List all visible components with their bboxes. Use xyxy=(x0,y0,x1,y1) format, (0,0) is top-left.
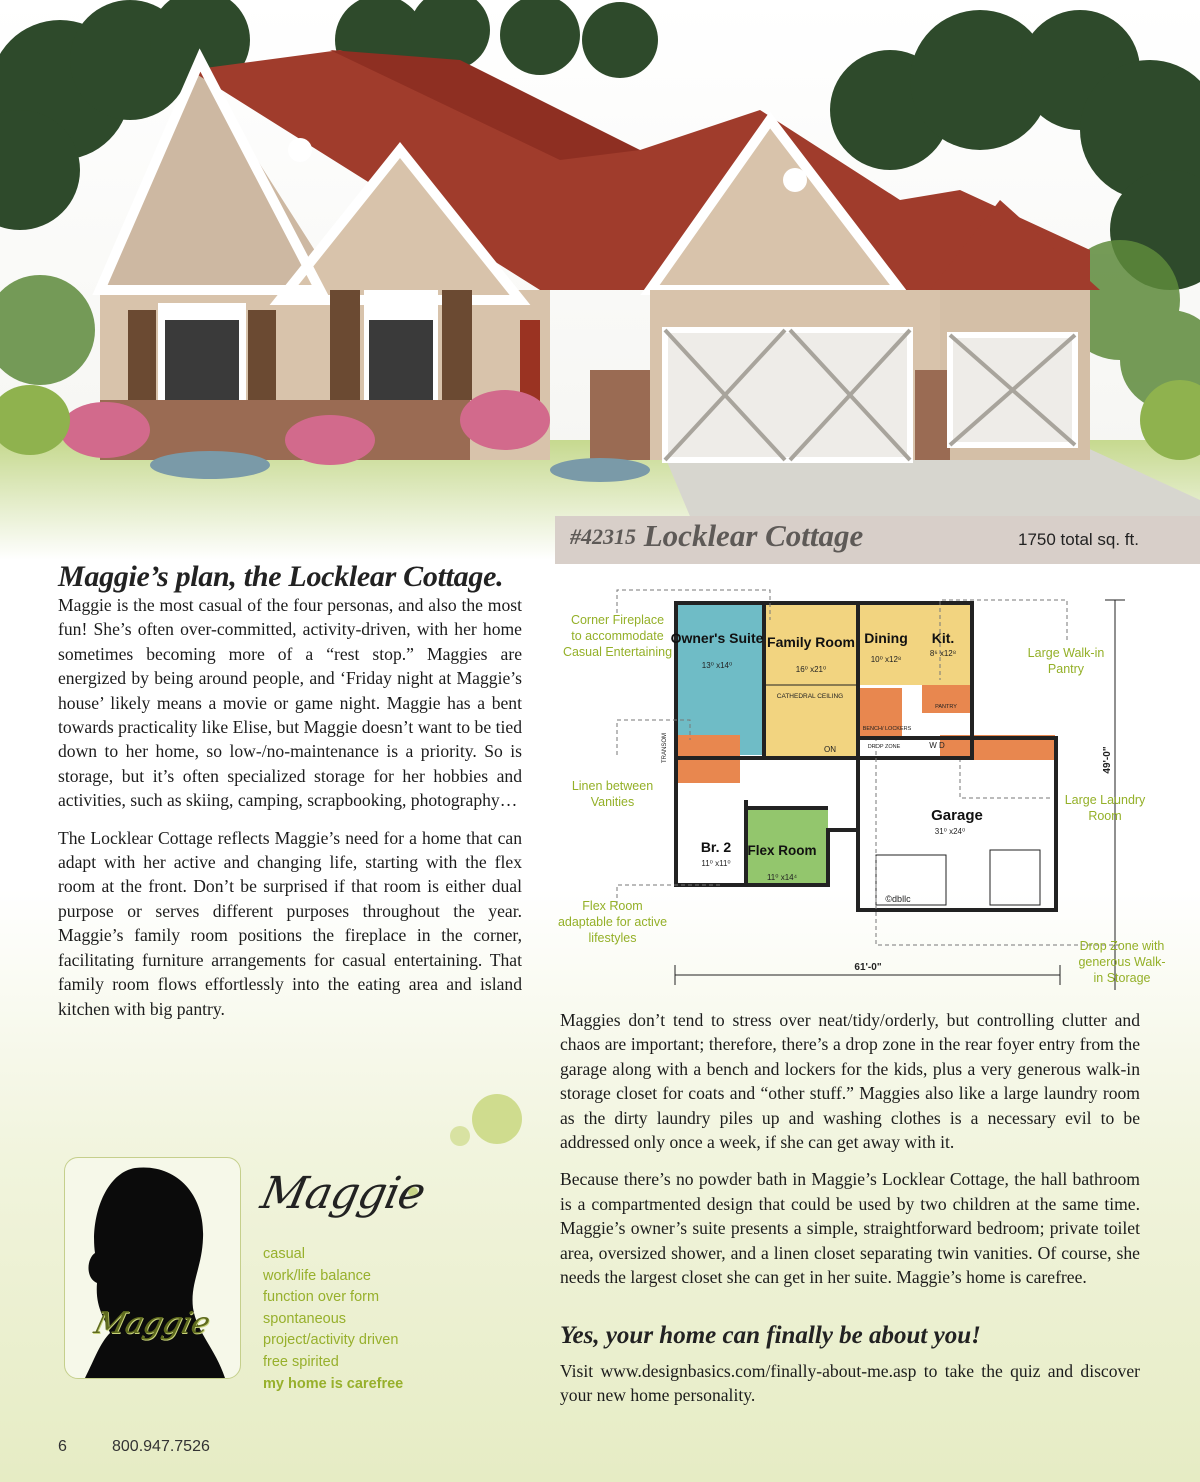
kitchen-dim: 8⁶ x12⁸ xyxy=(929,649,957,658)
callout-walk-in-pantry: Large Walk-in Pantry xyxy=(1027,646,1105,676)
persona-name: Maggie xyxy=(256,1168,430,1219)
family-room-label: Family Room xyxy=(767,634,855,650)
family-room-fill xyxy=(764,603,858,758)
left-paragraph-2: The Locklear Cottage reflects Maggie’s need for a home that can adapt with her active and changing life, starting with the flex room at the front. Don’t be surprised if that room is either dual purpose or serves different purposes throughout the year. Maggie’s family room positions the fireplace in the corner, facilitating furniture arrangements for casual entertaining. That family room flows effortlessly into the eating area and island kitchen with big pantry. xyxy=(58,827,522,1019)
right-paragraph-1: Maggies don’t tend to stress over neat/tidy/orderly, but controlling clutter and chaos are important; therefore, there’s a drop zone in the rear foyer entry from the garage along with a bench and lockers for the kids, plus a very generous walk-in storage closet for coats and “other stuff.” Maggies also like a large laundry room as the dirty laundry piles up and washing clothes is a necessary evil to be addressed only once a week, if she can get away with it. xyxy=(560,1010,1140,1153)
cathedral-label: CATHEDRAL CEILING xyxy=(776,693,844,700)
plan-title xyxy=(570,518,863,554)
callout-drop-zone: Drop Zone with generous Walk- in Storage xyxy=(1078,939,1166,985)
left-paragraph-1: Maggie is the most casual of the four personas, and also the most fun! She’s often over-committed, activity-driven, with her home sometimes becoming more of a “rest stop.” Maggies are energized by being around people, and ‘Friday night at Maggie’s house’ likely means a movie or game night. Maggie has a bent towards practicality like Elise, but Maggie doesn’t want to be tied down to her home, so low-/no-maintenance is a priority. So is storage, but it’s often specialized storage for her hobbies and activities, such as skiing, camping, scrapbooking, photography… xyxy=(58,595,522,811)
depth-dimension: 49'-0" xyxy=(1102,746,1113,774)
article-heading: Maggie’s plan, the Locklear Cottage. xyxy=(58,560,504,593)
washer-dryer-label: W D xyxy=(929,741,945,750)
flex-room-dim: 11⁰ x14⁴ xyxy=(766,873,798,882)
transom-label: TRANSOM xyxy=(662,733,668,763)
plan-square-footage: 1750 total sq. ft. xyxy=(1018,530,1139,549)
persona-badge-name: Maggie xyxy=(90,1306,214,1341)
garage-dim: 31⁰ x24⁰ xyxy=(934,827,966,836)
persona-silhouette xyxy=(65,1158,240,1378)
trait-item: spontaneous xyxy=(263,1310,347,1327)
plan-number: #42315 xyxy=(570,524,636,549)
width-dimension: 61'-0" xyxy=(854,962,882,973)
family-room-dim: 16⁰ x21⁰ xyxy=(795,665,827,674)
persona-card xyxy=(64,1157,241,1379)
trait-item: free spirited xyxy=(263,1353,339,1370)
trait-item: work/life balance xyxy=(263,1267,371,1284)
callout-corner-fireplace: Corner Fireplace to accommodate Casual Entertaining xyxy=(562,613,673,659)
persona-traits xyxy=(263,1244,403,1395)
plan-name: Locklear Cottage xyxy=(643,518,864,553)
page-number: 6 xyxy=(58,1438,67,1455)
trait-item: casual xyxy=(263,1246,305,1262)
callout-flex-room: Flex Room adaptable for active lifestyles xyxy=(557,899,668,945)
decor-dot-large xyxy=(472,1094,522,1144)
callout-linen-vanities: Linen between Vanities xyxy=(571,779,654,809)
decor-dot-small xyxy=(450,1126,470,1146)
trait-item: function over form xyxy=(263,1289,380,1306)
cta-heading: Yes, your home can finally be about you! xyxy=(560,1322,981,1349)
cta-text: Visit www.designbasics.com/finally-about-me.asp to take the quiz and discover your new home personality. xyxy=(560,1361,1140,1406)
flex-room-label: Flex Room xyxy=(747,843,817,858)
owners-suite-dim: 13⁰ x14⁰ xyxy=(701,661,733,670)
trait-item: project/activity driven xyxy=(263,1332,399,1349)
trait-item-highlight: my home is carefree xyxy=(263,1375,404,1392)
br2-dim: 11⁰ x11⁰ xyxy=(701,859,731,868)
phone-number: 800.947.7526 xyxy=(112,1438,210,1455)
br2-label: Br. 2 xyxy=(700,839,732,855)
kitchen-label: Kit. xyxy=(931,630,955,646)
stair-label: ON xyxy=(824,745,836,754)
right-paragraph-2: Because there’s no powder bath in Maggie’s Locklear Cottage, the hall bathroom is a compartmented design that could be used by two children at the same time. Maggie’s owner’s suite presents a simple, straightforward bedroom; private toilet area, oversized shower, and a linen closet separating twin vanities. Of course, she needs the largest closet she can get in her suite. Maggie’s home is carefree. xyxy=(560,1169,1140,1288)
bench-lockers-label: BENCH/ LOCKERS xyxy=(862,726,912,732)
garage-label: Garage xyxy=(931,807,983,824)
right-column xyxy=(560,1008,1140,1289)
copyright-label: ©dbllc xyxy=(885,894,911,904)
left-column xyxy=(58,593,522,1021)
drop-zone-label: DROP ZONE xyxy=(867,744,901,750)
dining-label: Dining xyxy=(864,630,908,646)
owners-suite-label: Owner's Suite xyxy=(670,630,764,646)
callout-laundry-room: Large Laundry Room xyxy=(1064,793,1146,823)
house-rendering xyxy=(0,0,1200,560)
pantry-label: PANTRY xyxy=(935,704,957,710)
owners-suite-fill xyxy=(676,603,764,755)
dining-dim: 10⁰ x12⁸ xyxy=(870,655,902,664)
